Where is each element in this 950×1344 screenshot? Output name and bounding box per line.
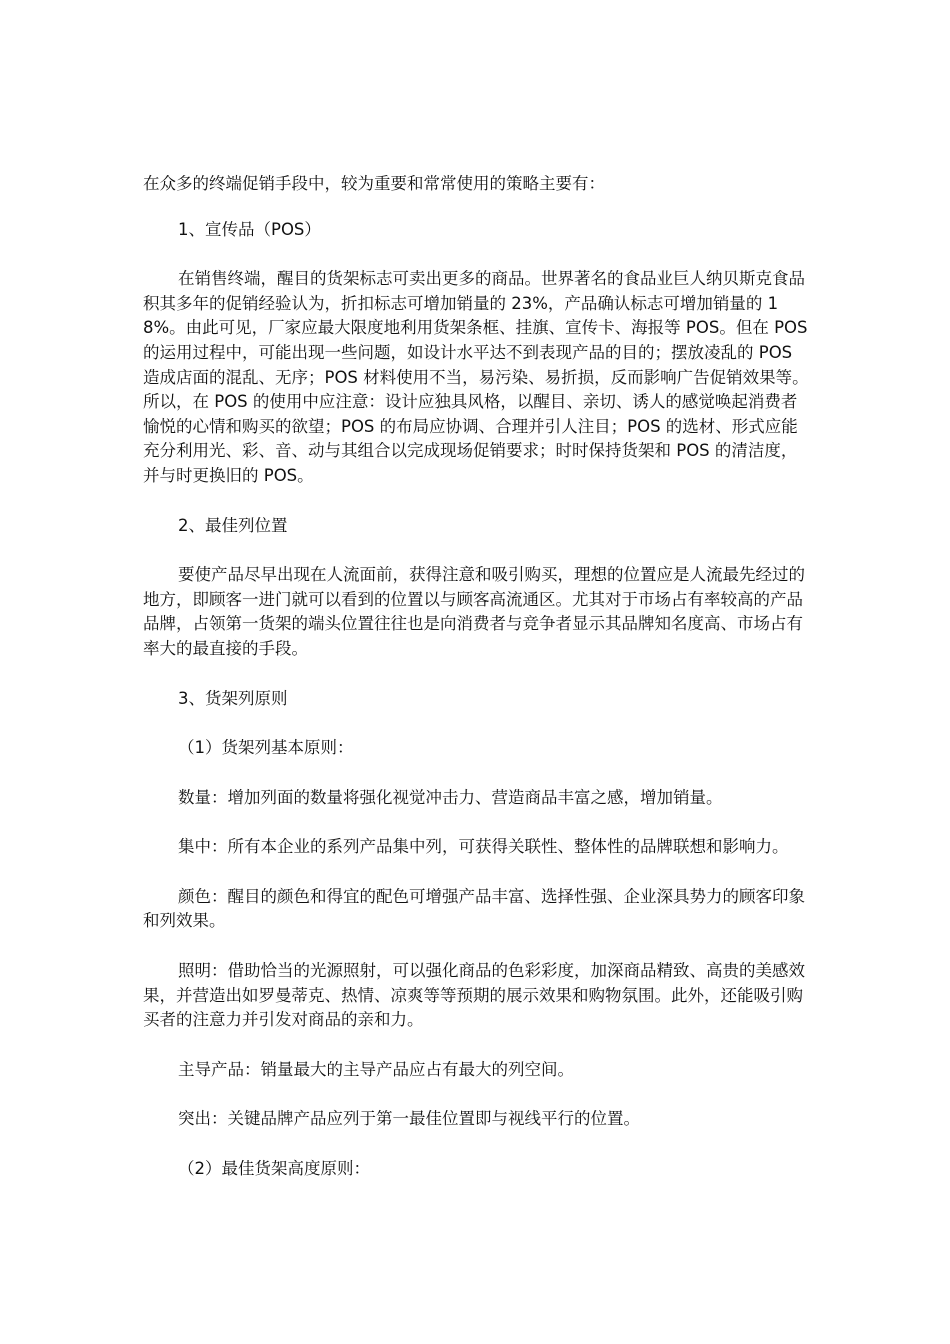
intro-paragraph: 在众多的终端促销手段中，较为重要和常常使用的策略主要有： [143,174,605,193]
principle-focus: 集中：所有本企业的系列产品集中列，可获得关联性、整体性的品牌联想和影响力。 [178,837,789,857]
principle-quantity: 数量：增加列面的数量将强化视觉冲击力、营造商品丰富之感，增加销量。 [178,787,723,807]
section-heading-pos: 1、宣传品（POS） [178,219,321,239]
subheading-best-shelf-height: （2）最佳货架高度原则： [178,1159,370,1179]
best-position-paragraph: 要使产品尽早出现在人流面前，获得注意和吸引购买，理想的位置应是人流最先经过的地方，即顾客一进门就可以看到的位置以与顾客高流通区。尤其对于市场占有率较高的产品品牌，占领第一货架的端头位置往往也是向消费者与竞争者显示其品牌知名度高、市场占有率大的最直接的手段。 [143,565,805,658]
document-body [143,172,813,1182]
subheading-basic-principles: （1）货架列基本原则： [178,738,354,758]
principle-lighting: 照明：借助恰当的光源照射，可以强化商品的色彩彩度，加深商品精致、高贵的美感效果，并营造出如罗曼蒂克、热情、凉爽等等预期的展示效果和购物氛围。此外，还能吸引购买者的注意力并引发对商品的亲和力。 [143,961,805,1030]
section-heading-best-position: 2、最佳列位置 [178,515,288,535]
pos-paragraph: 在销售终端，醒目的货架标志可卖出更多的商品。世界著名的食品业巨人纳贝斯克食品积其多年的促销经验认为，折扣标志可增加销量的 23%，产品确认标志可增加销量的 18%。由此可见，厂家应最大限度地利用货架条框、挂旗、宣传卡、海报等 POS。但在 POS 的运用过程中，可能出现一些问题，如设计水平达不到表现产品的目的；摆放凌乱的 POS 造成店面的混乱、无序；POS 材料使用不当，易污染、易折损，反而影响广告促销效果等。所以，在 POS 的使用中应注意：设计应独具风格，以醒目、亲切、诱人的感觉唤起消费者愉悦的心情和购买的欲望；POS 的布局应协调、合理并引人注目；POS 的选材、形式应能充分利用光、彩、音、动与其组合以完成现场促销要求；时时保持货架和 POS 的清洁度，并与时更换旧的 POS。 [143,269,809,485]
principle-highlight: 突出：关键品牌产品应列于第一最佳位置即与视线平行的位置。 [178,1109,640,1129]
section-heading-shelf-principles: 3、货架列原则 [178,688,288,708]
principle-color: 颜色：醒目的颜色和得宜的配色可增强产品丰富、选择性强、企业深具势力的顾客印象和列效果。 [143,886,805,931]
principle-lead-product: 主导产品：销量最大的主导产品应占有最大的列空间。 [178,1059,574,1079]
